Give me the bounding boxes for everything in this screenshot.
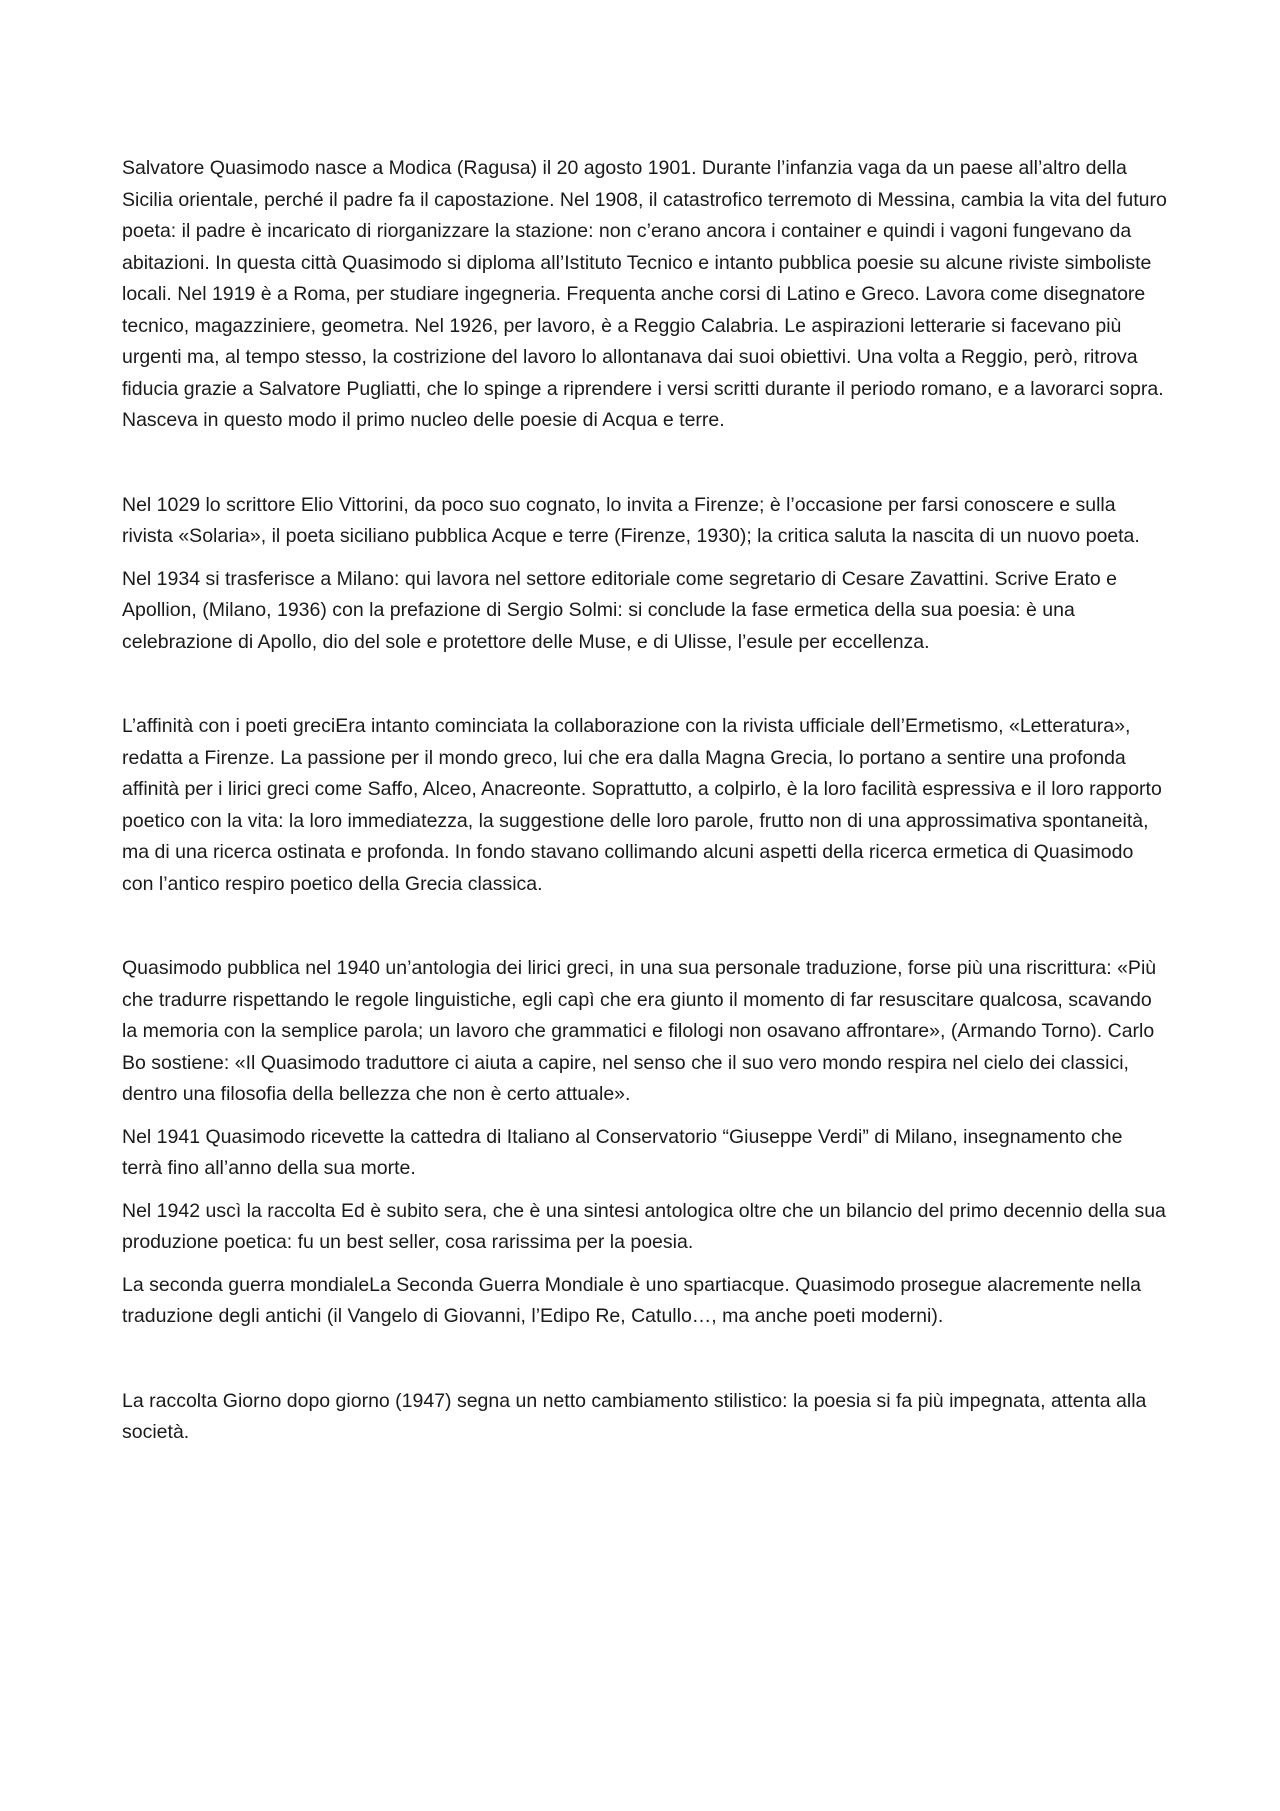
document-body <box>122 153 1167 1460</box>
paragraph-greek-poets: L’affinità con i poeti greciEra intanto cominciata la collaborazione con la rivista ufficiale dell’Ermetismo, «Letteratura», redatta a Firenze. La passione per il mondo greco, lui che era dalla Magna Grecia, lo portano a sentire una profonda affinità per i lirici greci come Saffo, Alceo, Anacreonte. Soprattutto, a colpirlo, è la loro facilità espressiva e il loro rapporto poetico con la vita: la loro immediatezza, la suggestione delle loro parole, frutto non di una approssimativa spontaneità, ma di una ricerca ostinata e profonda. In fondo stavano collimando alcuni aspetti della ricerca ermetica di Quasimodo con l’antico respiro poetico della Grecia classica. <box>122 715 1162 895</box>
paragraph-conservatory: Nel 1941 Quasimodo ricevette la cattedra di Italiano al Conservatorio “Giuseppe Verdi” di Milano, insegnamento che terrà fino all’anno della sua morte. <box>122 1125 1123 1179</box>
paragraph-biography-early-life: Salvatore Quasimodo nasce a Modica (Ragusa) il 20 agosto 1901. Durante l’infanzia vaga da un paese all’altro della Sicilia orientale, perché il padre fa il capostazione. Nel 1908, il catastrofico terremoto di Messina, cambia la vita del futuro poeta: il padre è incaricato di riorganizzare la stazione: non c’erano ancora i container e quindi i vagoni fungevano da abitazioni. In questa città Quasimodo si diploma all’Istituto Tecnico e intanto pubblica poesie su alcune riviste simboliste locali. Nel 1919 è a Roma, per studiare ingegneria. Frequenta anche corsi di Latino e Greco. Lavora come disegnatore tecnico, magazziniere, geometra. Nel 1926, per lavoro, è a Reggio Calabria. Le aspirazioni letterarie si facevano più urgenti ma, al tempo stesso, la costrizione del lavoro lo allontanava dai suoi obiettivi. Una volta a Reggio, però, ritrova fiducia grazie a Salvatore Pugliatti, che lo spinge a riprendere i versi scritti durante il periodo romano, e a lavorarci sopra. Nasceva in questo modo il primo nucleo delle poesie di Acqua e terre. <box>122 157 1167 431</box>
paragraph-giorno-dopo-giorno: La raccolta Giorno dopo giorno (1947) segna un netto cambiamento stilistico: la poesia si fa più impegnata, attenta alla società. <box>122 1389 1147 1443</box>
paragraph-ed-e-subito-sera: Nel 1942 uscì la raccolta Ed è subito sera, che è una sintesi antologica oltre che un bilancio del primo decennio della sua produzione poetica: fu un best seller, cosa rarissima per la poesia. <box>122 1199 1166 1253</box>
paragraph-world-war: La seconda guerra mondialeLa Seconda Guerra Mondiale è uno spartiacque. Quasimodo prosegue alacremente nella traduzione degli antichi (il Vangelo di Giovanni, l’Edipo Re, Catullo…, ma anche poeti moderni). <box>122 1273 1141 1327</box>
paragraph-florence: Nel 1029 lo scrittore Elio Vittorini, da poco suo cognato, lo invita a Firenze; è l’occasione per farsi conoscere e sulla rivista «Solaria», il poeta siciliano pubblica Acque e terre (Firenze, 1930); la critica saluta la nascita di un nuovo poeta. <box>122 493 1140 547</box>
paragraph-spacer <box>122 669 1167 711</box>
paragraph-spacer <box>122 448 1167 490</box>
paragraph-anthology: Quasimodo pubblica nel 1940 un’antologia dei lirici greci, in una sua personale traduzione, forse più una riscrittura: «Più che tradurre rispettando le regole linguistiche, egli capì che era giunto il momento di far resuscitare qualcosa, scavando la memoria con la semplice parola; un lavoro che grammatici e filologi non osavano affrontare», (Armando Torno). Carlo Bo sostiene: «Il Quasimodo traduttore ci aiuta a capire, nel senso che il suo vero mondo respira nel cielo dei classici, dentro una filosofia della bellezza che non è certo attuale». <box>122 957 1157 1105</box>
paragraph-milan: Nel 1934 si trasferisce a Milano: qui lavora nel settore editoriale come segretario di Cesare Zavattini. Scrive Erato e Apollion, (Milano, 1936) con la prefazione di Sergio Solmi: si conclude la fase ermetica della sua poesia: è una celebrazione di Apollo, dio del sole e protettore delle Muse, e di Ulisse, l’esule per eccellenza. <box>122 567 1117 653</box>
paragraph-spacer <box>122 911 1167 953</box>
paragraph-spacer <box>122 1344 1167 1386</box>
